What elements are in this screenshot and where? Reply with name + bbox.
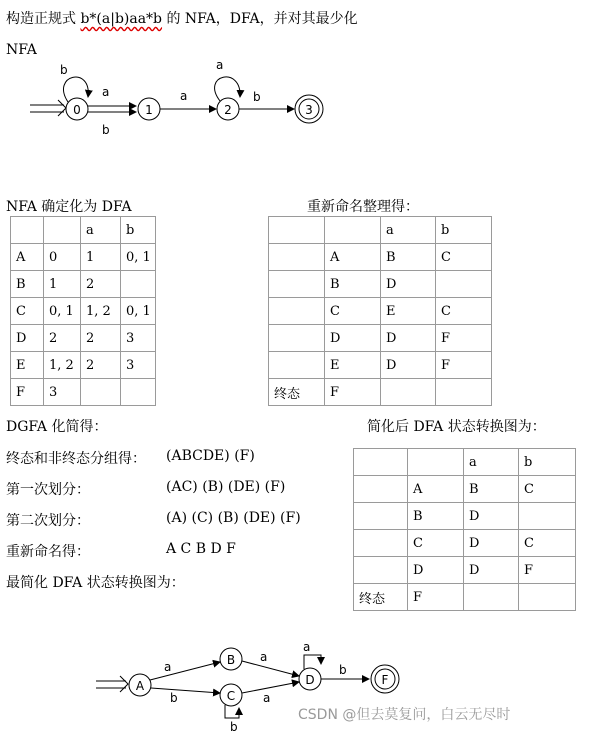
table-cell: F	[436, 325, 492, 352]
table-cell: B	[464, 476, 519, 503]
table-cell: C	[436, 244, 492, 271]
table-row	[354, 584, 576, 611]
table-cell: B	[408, 503, 464, 530]
nfa-state-3-label: 3	[305, 103, 313, 117]
table-cell	[519, 584, 576, 611]
table-cell: E	[381, 298, 436, 325]
nfa-loop-0-label: b	[60, 63, 68, 77]
nfa-edge-0-1-b-label: b	[102, 123, 110, 137]
simplified-table	[353, 448, 576, 611]
table-cell	[11, 217, 44, 244]
table-cell	[269, 325, 325, 352]
table-cell: 2	[81, 352, 121, 379]
step-1-label: 终态和非终态分组得：	[6, 451, 146, 467]
table-cell	[269, 298, 325, 325]
table-row	[269, 244, 492, 271]
table-cell: D	[381, 352, 436, 379]
table-cell: B	[381, 244, 436, 271]
nfa-loop-2-label: a	[216, 58, 224, 72]
nfa-state-2-label: 2	[224, 103, 232, 117]
table-row	[11, 352, 156, 379]
minimize-heading: DGFA 化简得：	[6, 419, 108, 435]
table-cell: 0, 1	[121, 244, 156, 271]
step-2-label: 第一次划分：	[6, 482, 90, 498]
table-row	[11, 217, 156, 244]
table-cell	[325, 217, 381, 244]
dfa-edge-A-C-label: b	[170, 691, 178, 705]
table-cell	[269, 352, 325, 379]
table-cell	[354, 530, 408, 557]
title-suffix: 的 NFA，DFA，并对其最少化	[162, 11, 358, 27]
table-cell	[269, 244, 325, 271]
table-cell: A	[11, 244, 44, 271]
table-row	[354, 530, 576, 557]
dfa-state-D-label: D	[305, 673, 315, 687]
nfa-edge-0-1-a-label: a	[102, 85, 110, 99]
table-cell: C	[325, 298, 381, 325]
table-cell: 0, 1	[121, 298, 156, 325]
dfa-edge-B-D-label: a	[260, 650, 268, 664]
table-cell	[436, 271, 492, 298]
watermark: CSDN @但去莫复问，白云无尽时	[298, 707, 511, 723]
dfa-state-F-label: F	[381, 673, 389, 687]
table-row	[354, 503, 576, 530]
table-cell	[436, 379, 492, 406]
dfa-edge-B-D	[242, 661, 299, 676]
table-cell: a	[381, 217, 436, 244]
simplified-table-heading: 简化后 DFA 状态转换图为：	[367, 419, 546, 435]
table-cell: b	[121, 217, 156, 244]
table-cell: 3	[121, 352, 156, 379]
dfa-table	[10, 216, 156, 406]
table-cell: 0, 1	[44, 298, 81, 325]
title-regex: b*(a|b)aa*b	[80, 11, 163, 27]
dfa-start-arrowhead	[120, 676, 128, 692]
table-cell	[121, 271, 156, 298]
table-row	[269, 271, 492, 298]
table-cell: D	[464, 503, 519, 530]
dfa-state-A-label: A	[135, 679, 145, 693]
table-cell	[269, 271, 325, 298]
table-row	[269, 379, 492, 406]
table-row	[269, 217, 492, 244]
dfa-loop-D	[304, 655, 321, 669]
step-4-label: 重新命名得：	[6, 544, 90, 560]
table-row	[11, 244, 156, 271]
table-cell	[354, 449, 408, 476]
table-cell: 2	[81, 325, 121, 352]
dfa-edge-D-F-label: b	[339, 663, 347, 677]
step-4-value: A C B D F	[166, 541, 236, 557]
dfa-state-C-label: C	[226, 689, 236, 703]
table-cell: 2	[44, 325, 81, 352]
table-cell: 1	[44, 271, 81, 298]
table-cell: C	[519, 530, 576, 557]
step-1-value: (ABCDE) (F)	[166, 448, 255, 464]
table-cell: F	[325, 379, 381, 406]
nfa-diagram	[0, 55, 360, 145]
step-2-value: (AC) (B) (DE) (F)	[166, 479, 286, 495]
table-cell: b	[436, 217, 492, 244]
table-cell: D	[325, 325, 381, 352]
table-cell: 3	[121, 325, 156, 352]
table-cell: C	[408, 530, 464, 557]
dfa-edge-C-D-label: a	[263, 691, 271, 705]
table-cell: C	[436, 298, 492, 325]
dfa-edge-C-D	[242, 682, 299, 693]
table-row	[11, 271, 156, 298]
table-row	[269, 298, 492, 325]
table-cell: 1, 2	[81, 298, 121, 325]
table-cell: F	[11, 379, 44, 406]
dfa-edge-A-B	[150, 662, 220, 680]
table-cell: E	[11, 352, 44, 379]
table-cell	[381, 379, 436, 406]
table-cell: A	[325, 244, 381, 271]
nfa-state-0-label: 0	[73, 103, 81, 117]
table-cell: F	[519, 557, 576, 584]
table-cell: 3	[44, 379, 81, 406]
table-cell: 1	[81, 244, 121, 271]
table-cell	[81, 379, 121, 406]
renamed-table-heading: 重新命名整理得：	[307, 199, 419, 215]
nfa-start-arrowhead	[58, 100, 66, 116]
dfa-loop-D-label: a	[303, 640, 311, 654]
table-cell	[519, 503, 576, 530]
nfa-loop-2	[215, 77, 240, 101]
table-row	[269, 352, 492, 379]
table-cell: a	[464, 449, 519, 476]
table-cell: b	[519, 449, 576, 476]
table-cell: 终态	[269, 379, 325, 406]
table-cell	[121, 379, 156, 406]
table-cell	[408, 449, 464, 476]
table-cell: B	[11, 271, 44, 298]
table-row	[354, 449, 576, 476]
nfa-edge-2-3-label: b	[253, 90, 261, 104]
step-3-label: 第二次划分：	[6, 513, 90, 529]
table-cell: D	[381, 325, 436, 352]
step-3-value: (A) (C) (B) (DE) (F)	[166, 510, 301, 526]
table-cell: B	[325, 271, 381, 298]
table-cell	[464, 584, 519, 611]
table-cell: C	[11, 298, 44, 325]
title-prefix: 构造正规式	[6, 11, 81, 27]
page-title	[6, 8, 358, 28]
nfa-heading: NFA	[6, 42, 37, 58]
table-cell	[44, 217, 81, 244]
table-cell: 0	[44, 244, 81, 271]
table-cell: A	[408, 476, 464, 503]
dfa-table-heading: NFA 确定化为 DFA	[6, 199, 132, 215]
table-cell: D	[408, 557, 464, 584]
table-cell: D	[464, 557, 519, 584]
table-cell	[354, 503, 408, 530]
table-cell: F	[436, 352, 492, 379]
table-cell	[354, 557, 408, 584]
table-cell: a	[81, 217, 121, 244]
table-row	[11, 298, 156, 325]
table-cell: D	[381, 271, 436, 298]
table-cell	[354, 476, 408, 503]
dfa-loop-C	[225, 705, 239, 718]
table-row	[11, 379, 156, 406]
table-row	[354, 476, 576, 503]
table-cell: E	[325, 352, 381, 379]
table-cell: 2	[81, 271, 121, 298]
dfa-state-B-label: B	[226, 653, 236, 667]
min-dfa-heading: 最简化 DFA 状态转换图为：	[6, 575, 185, 591]
nfa-edge-1-2-label: a	[180, 89, 188, 103]
table-row	[354, 557, 576, 584]
nfa-state-1-label: 1	[145, 103, 153, 117]
table-cell: F	[408, 584, 464, 611]
table-row	[11, 325, 156, 352]
table-cell: 终态	[354, 584, 408, 611]
renamed-table	[268, 216, 492, 406]
table-cell	[269, 217, 325, 244]
dfa-edge-A-B-label: a	[164, 660, 172, 674]
table-row	[269, 325, 492, 352]
dfa-edge-A-C	[151, 688, 220, 693]
dfa-loop-C-label: b	[230, 720, 238, 732]
table-cell: 1, 2	[44, 352, 81, 379]
table-cell: D	[11, 325, 44, 352]
table-cell: C	[519, 476, 576, 503]
table-cell: D	[464, 530, 519, 557]
